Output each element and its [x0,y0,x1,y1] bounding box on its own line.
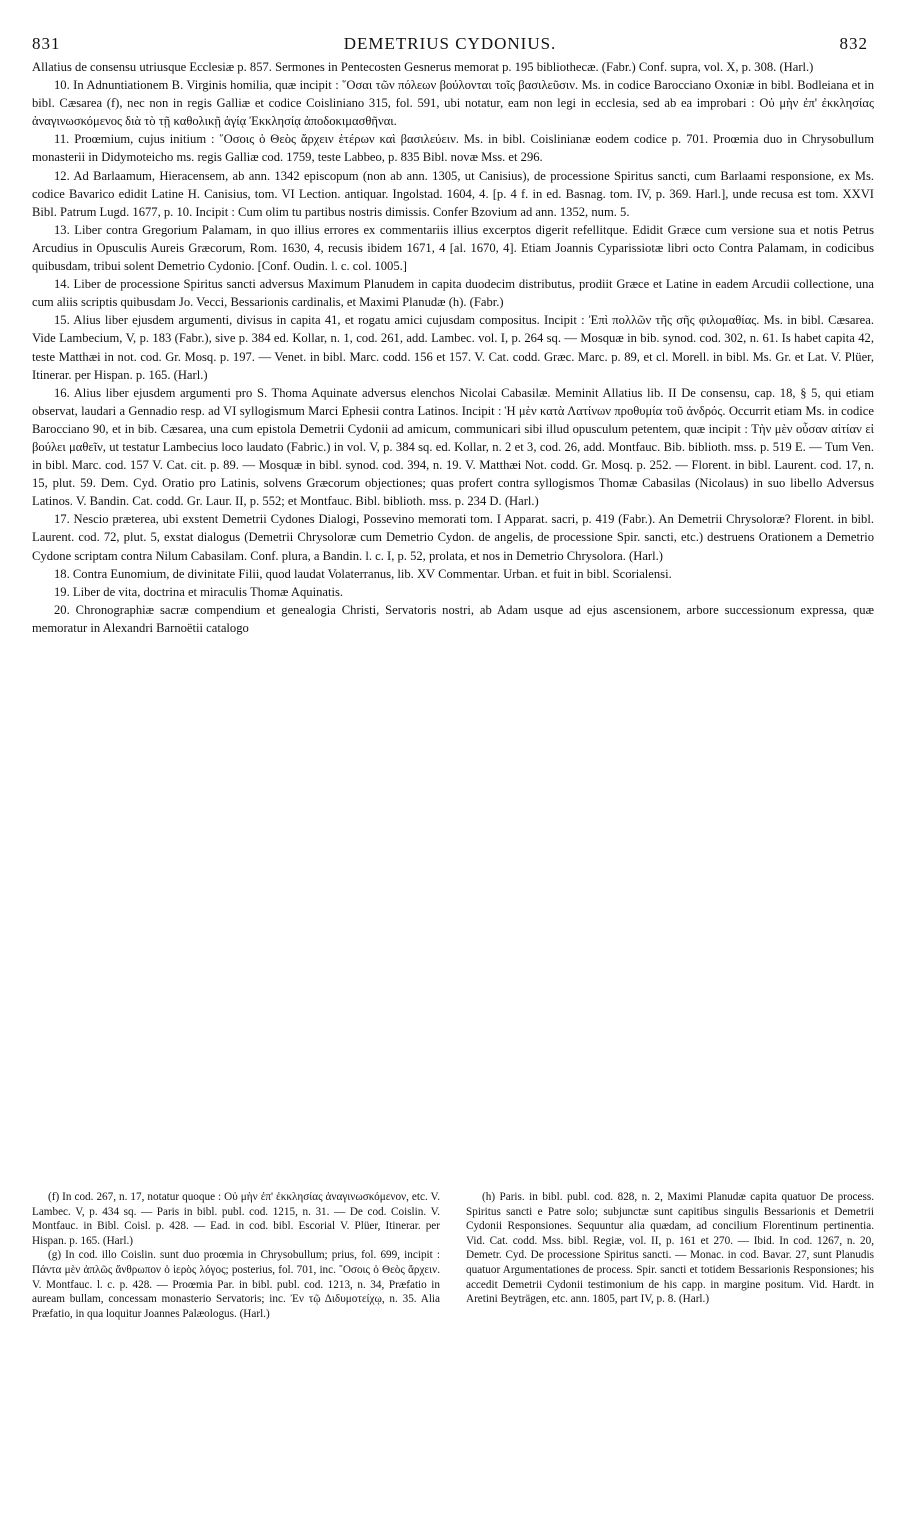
footnotes-right-column [466,1190,874,1321]
main-text [32,58,874,637]
page-number-right: 832 [839,34,868,53]
paragraph-12: 12. Ad Barlaamum, Hieracensem, ab ann. 1342 episcopum (non ab ann. 1305, ut Canisius), de processione Spiritus sancti, cum Barlaami responsione, ex Ms. codice Bavarico edidit Latine H. Canisius, tom. VI Lection. antiquar. Ingolstad. 1604, 4. [p. 4 f. in ed. Basnag. tom. IV, p. 369. Harl.], unde recusa est tom. XXVI Bibl. Patrum Lugd. 1677, p. 10. Incipit : Cum olim tu partibus nostris dimissis. Confer Bzovium ad ann. 1352, num. 5. [32,168,874,219]
paragraph-13: 13. Liber contra Gregorium Palamam, in quo illius errores ex commentariis illius excerptos digerit refellitque. Edidit Græce cum versione sua et notis Petrus Arcudius in Opusculis Aureis Græcorum, Rom. 1630, 4, recusis ibidem 1671, 4 [al. 1670, 4]. Etiam Joannis Cyparissiotæ libri octo Contra Palamam, in codicibus quibusdam, tribui solent Demetrio Cydonio. [Conf. Oudin. l. c. col. 1005.] [32,222,874,274]
footnote-h: (h) Paris. in bibl. publ. cod. 828, n. 2, Maximi Planudæ capita quatuor De process. Spiritus sancti e Patre solo; subjunctæ sunt capitibus singulis Bessarionis et Demetrii Cydonii Responsiones. Sequuntur alia quædam, ad concilium Florentinum pertinentia. Vid. Cat. codd. Mss. bibl. Regiæ, vol. II, p. 161 et 270. — Ibid. In cod. 1267, n. 20, Demetr. Cyd. De processione Spiritus sancti. — Monac. in cod. Bavar. 27, sunt Planudis quatuor Argumentationes de process. Spir. sancti et totidem Bessarionis Responsiones; his accedit Demetrii Cydonii testimonium de his capp. in margine positum. Vid. Hardt. in Aretini Beyträgen, etc. ann. 1805, part IV, p. 8. (Harl.) [466,1191,874,1306]
paragraph-20: 20. Chronographiæ sacræ compendium et genealogia Christi, Servatoris nostri, ab Adam usque ad ejus ascensionem, arbore successionum expressa, quæ memoratur in Alexandri Barnoëtii catalogo [32,602,874,635]
page-number-left: 831 [32,34,61,53]
paragraph-19: 19. Liber de vita, doctrina et miraculis Thomæ Aquinatis. [54,584,344,599]
footnotes [32,1190,874,1321]
paragraph-17: 17. Nescio præterea, ubi exstent Demetrii Cydones Dialogi, Possevino memorati tom. I Apparat. sacri, p. 419 (Fabr.). An Demetrii Chrysoloræ? Florent. in bibl. Laurent. cod. 72, plut. 5, exstat dialogus (Demetrii Chrysoloræ cum Demetrio Cydon. de angelis, de processione Spir. sancti, etc.) destruens Orationem a Demetrio Cydone scriptam contra Nilum Cabasilam. Conf. plura, a Bandin. l. c. I, p. 52, prolata, et nos in Demetrio Chrysolora. (Harl.) [32,512,874,563]
footnote-g: (g) In cod. illo Coislin. sunt duo proœmia in Chrysobullum; prius, fol. 699, incipit : Πάντα μὲν ἁπλῶς ἄνθρωπον ὁ ἱερὸς λόγος; posterius, fol. 701, inc. ῞Οσοις ὁ Θεὸς ἄρχειν. V. Montfauc. l. c. p. 428. — Proœmia Par. in bibl. publ. cod. 1213, n. 34, Præfatio in auream bullam, concessam monasterio Servatoris; inc. Ἐν τῷ Διδυμοτείχῳ, n. 35. Alia Præfatio, in qua loquitur Joannes Palæologus. (Harl.) [32,1249,440,1320]
footnotes-left-column [32,1190,440,1321]
running-head [32,34,868,56]
footnote-f: (f) In cod. 267, n. 17, notatur quoque : Οὐ μὴν ἐπ' ἐκκλησίας ἀναγινωσκόμενον, etc. V. Lambec. V, p. 434 sq. — Paris in bibl. publ. cod. 1215, n. 31. — De cod. Coislin. V. Montfauc. in Bibl. Coisl. p. 428. — Ead. in cod. bibl. Escorial V. Plüer, Itinerar. per Hispan. p. 165. (Harl.) [32,1191,440,1247]
page-title: DEMETRIUS CYDONIUS. [343,34,557,53]
paragraph-11: 11. Proœmium, cujus initium : ῞Οσοις ὁ Θεὸς ἄρχειν ἑτέρων καὶ βασιλεύειν. Ms. in bibl. Coislinianæ eodem codice p. 701. Proœmia duo in Chrysobullum monasterii in Didymoteicho ms. regis Galliæ cod. 1759, teste Labbeo, p. 835 Bibl. novæ Mss. et 296. [32,132,874,165]
paragraph-16: 16. Alius liber ejusdem argumenti pro S. Thoma Aquinate adversus elenchos Nicolai Cabasilæ. Meminit Allatius lib. II De consensu, cap. 18, § 5, qui etiam observat, laudari a Gennadio resp. ad VI syllogismum Marci Ephesii contra Latinos. Incipit : Ἡ μὲν κατὰ Λατίνων προθυμία τοῦ ἀνδρός. Occurrit etiam Ms. in codice Barocciano 90, et in bib. Cæsarea, una cum epistola Demetrii Cydonii ad amicum, communicari sibi illud opusculum petentem, quæ incipit : Τὴν μὲν οὖσαν αἰτίαν εἰ βούλει μαθεῖν, ut testatur Lambecius loco laudato (Fabric.) in vol. V, p. 384 sq. ed. Kollar, n. 2 et 3, cod. 26, add. Montfauc. Bib. biblioth. mss. p. 519 E. — Tum Ven. in bibl. Marc. cod. 157 V. Cat. cit. p. 89. — Mosquæ in bibl. synod. cod. 394, n. 19. V. Matthæi Not. codd. Gr. Mosq. p. 252. — Florent. in bibl. Laurent. cod. 17, n. 15, plut. 59. Dem. Cyd. Oratio pro Latinis, solvens Græcorum objectiones; quas profert contra syllogismos Thomæ Cabasilas (Nicolaus) in suo libello Adversus Latinos. V. Bandin. Cat. codd. Gr. Laur. II, p. 552; et Montfauc. Bibl. biblioth. mss. p. 234 D. (Harl.) [32,385,874,509]
paragraph-18: 18. Contra Eunomium, de divinitate Filii, quod laudat Volaterranus, lib. XV Commentar. Urban. et fuit in bibl. Scorialensi. [54,566,672,581]
paragraph-10: 10. In Adnuntiationem B. Virginis homilia, quæ incipit : ῞Οσαι τῶν πόλεων βούλονται τοῖς βασιλεῦσιν. Ms. in codice Barocciano Oxoniæ in bibl. Bodleiana et in bibl. Cæsarea (f), nec non in regis Galliæ et codice Coisliniano 315, fol. 591, ubi notatur, eam non legi in ecclesia, sed ab ea improbari : Οὐ μὴν ἐπ' ἐκκλησίας ἀναγινωσκόμενος διὰ τὸ τῇ καθολικῇ ἁγίᾳ Ἐκκλησίᾳ ἀποδοκιμασθῆναι. [32,78,874,129]
paragraph-15: 15. Alius liber ejusdem argumenti, divisus in capita 41, et rogatu amici cujusdam compositus. Incipit : Ἐπὶ πολλῶν τῆς σῆς φιλομαθίας. Ms. in bibl. Cæsarea. Vide Lambecium, V, p. 183 (Fabr.), sive p. 384 ed. Kollar, n. 1, cod. 261, add. Lambec. vol. I, p. 264 sq. — Mosquæ in bib. synod. cod. 302, n. 61. Is habet capita 42, teste Matthæi in not. cod. Gr. Mosq. p. 197. — Venet. in bibl. Marc. codd. 156 et 157. V. Cat. codd. Græc. Marc. p. 89, et cl. Morell. in bibl. Ms. Gr. et Lat. V. Plüer, Itinerar. per Hispan. p. 165. (Harl.) [32,313,874,382]
paragraph-continuation: Allatius de consensu utriusque Ecclesiæ p. 857. Sermones in Pentecosten Gesnerus memorat p. 195 bibliothecæ. (Fabr.) Conf. supra, vol. X, p. 308. (Harl.) [32,60,814,74]
paragraph-14: 14. Liber de processione Spiritus sancti adversus Maximum Planudem in capita duodecim distributus, prodiit Græce et Latine in eadem Arcudii collectione, una cum aliis scriptis quibusdam Jo. Vecci, Bessarionis cardinalis, et Maximi Planudæ (h). (Fabr.) [32,277,874,310]
